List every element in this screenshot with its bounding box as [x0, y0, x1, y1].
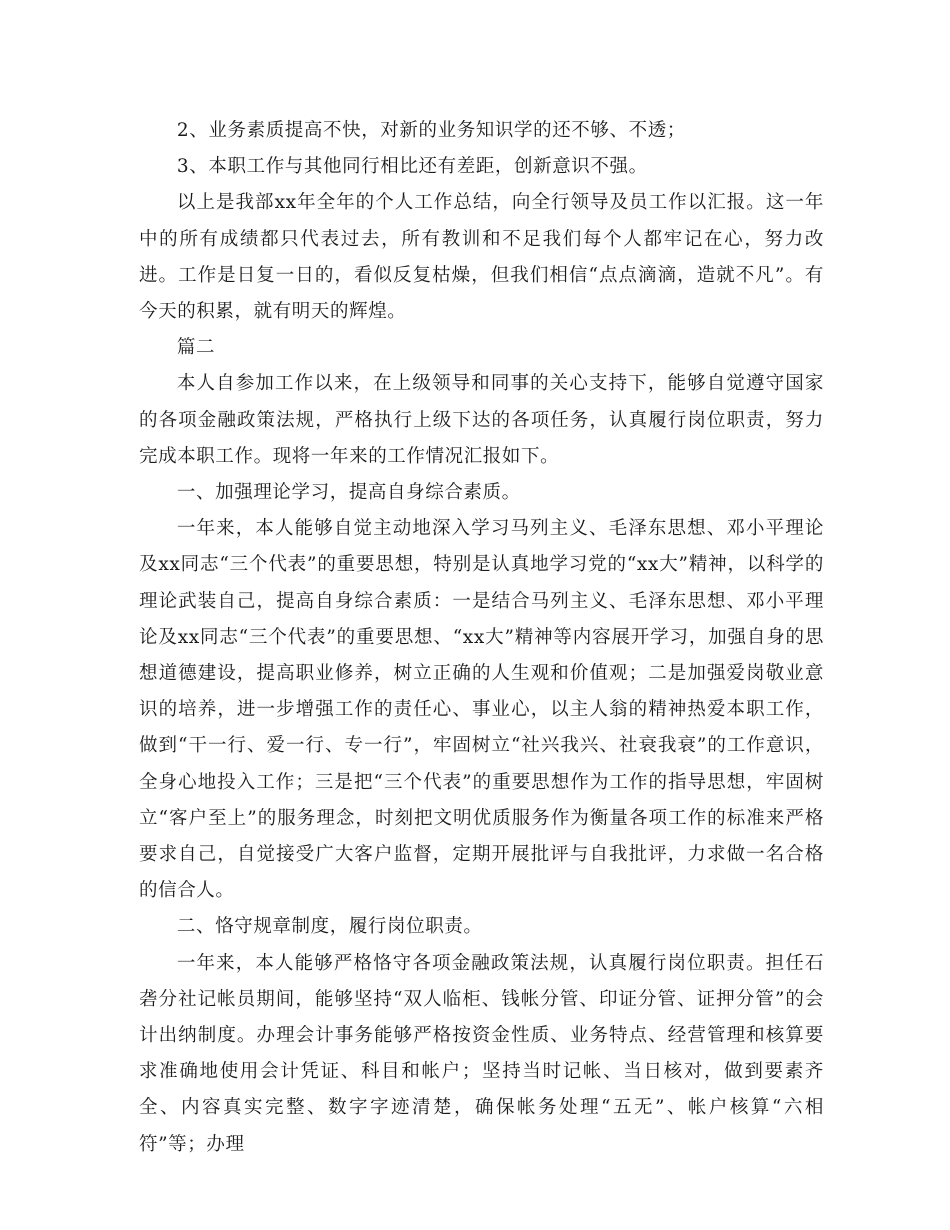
section-heading: 二、恪守规章制度，履行岗位职责。	[176, 916, 483, 938]
paragraph: 一年来，本人能够自觉主动地深入学习马列主义、毛泽东思想、邓小平理论及xx同志“三个代表”的重要思想，特别是认真地学习党的“xx大”精神，以科学的理论武装自己，提高自身综合素质：一是结合马列主义、毛泽东思想、邓小平理论及xx同志“三个代表”的重要思想、“xx大”精神等内容展开学习，加强自身的思想道德建设，提高职业修养，树立正确的人生观和价值观；二是加强爱岗敬业意识的培养，进一步增强工作的责任心、事业心，以主人翁的精神热爱本职工作，做到“干一行、爱一行、专一行”，牢固树立“社兴我兴、社衰我衰”的工作意识，全身心地投入工作；三是把“三个代表”的重要思想作为工作的指导思想，牢固树立“客户至上”的服务理念，时刻把文明优质服务作为衡量各项工作的标准来严格要求自己，自觉接受广大客户监督，定期开展批评与自我批评，力求做一名合格的信合人。	[139, 518, 824, 902]
paragraph: 以上是我部xx年全年的个人工作总结，向全行领导及员工作以汇报。这一年中的所有成绩都只代表过去，所有教训和不足我们每个人都牢记在心，努力改进。工作是日复一日的，看似反复枯燥，但我们相信“点点滴滴，造就不凡”。有今天的积累，就有明天的辉煌。	[139, 192, 824, 323]
paragraph: 本人自参加工作以来，在上级领导和同事的关心支持下，能够自觉遵守国家的各项金融政策法规，严格执行上级下达的各项任务，认真履行岗位职责，努力完成本职工作。现将一年来的工作情况汇报如下。	[139, 373, 824, 467]
section-heading: 一、加强理论学习，提高自身综合素质。	[176, 482, 521, 504]
list-item: 2、业务素质提高不快，对新的业务知识学的还不够、不透；	[176, 120, 686, 141]
list-item: 3、本职工作与其他同行相比还有差距，创新意识不强。	[176, 156, 648, 178]
section-heading: 篇二	[176, 337, 216, 359]
paragraph: 一年来，本人能够严格恪守各项金融政策法规，认真履行岗位职责。担任石砻分社记帐员期间，能够坚持“双人临柜、钱帐分管、印证分管、证押分管”的会计出纳制度。办理会计事务能够严格按资金性质、业务特点、经营管理和核算要求准确地使用会计凭证、科目和帐户；坚持当时记帐、当日核对，做到要素齐全、内容真实完整、数字字迹清楚，确保帐务处理“五无”、帐户核算“六相符”等；办理	[139, 952, 824, 1155]
document-body	[139, 113, 824, 1163]
